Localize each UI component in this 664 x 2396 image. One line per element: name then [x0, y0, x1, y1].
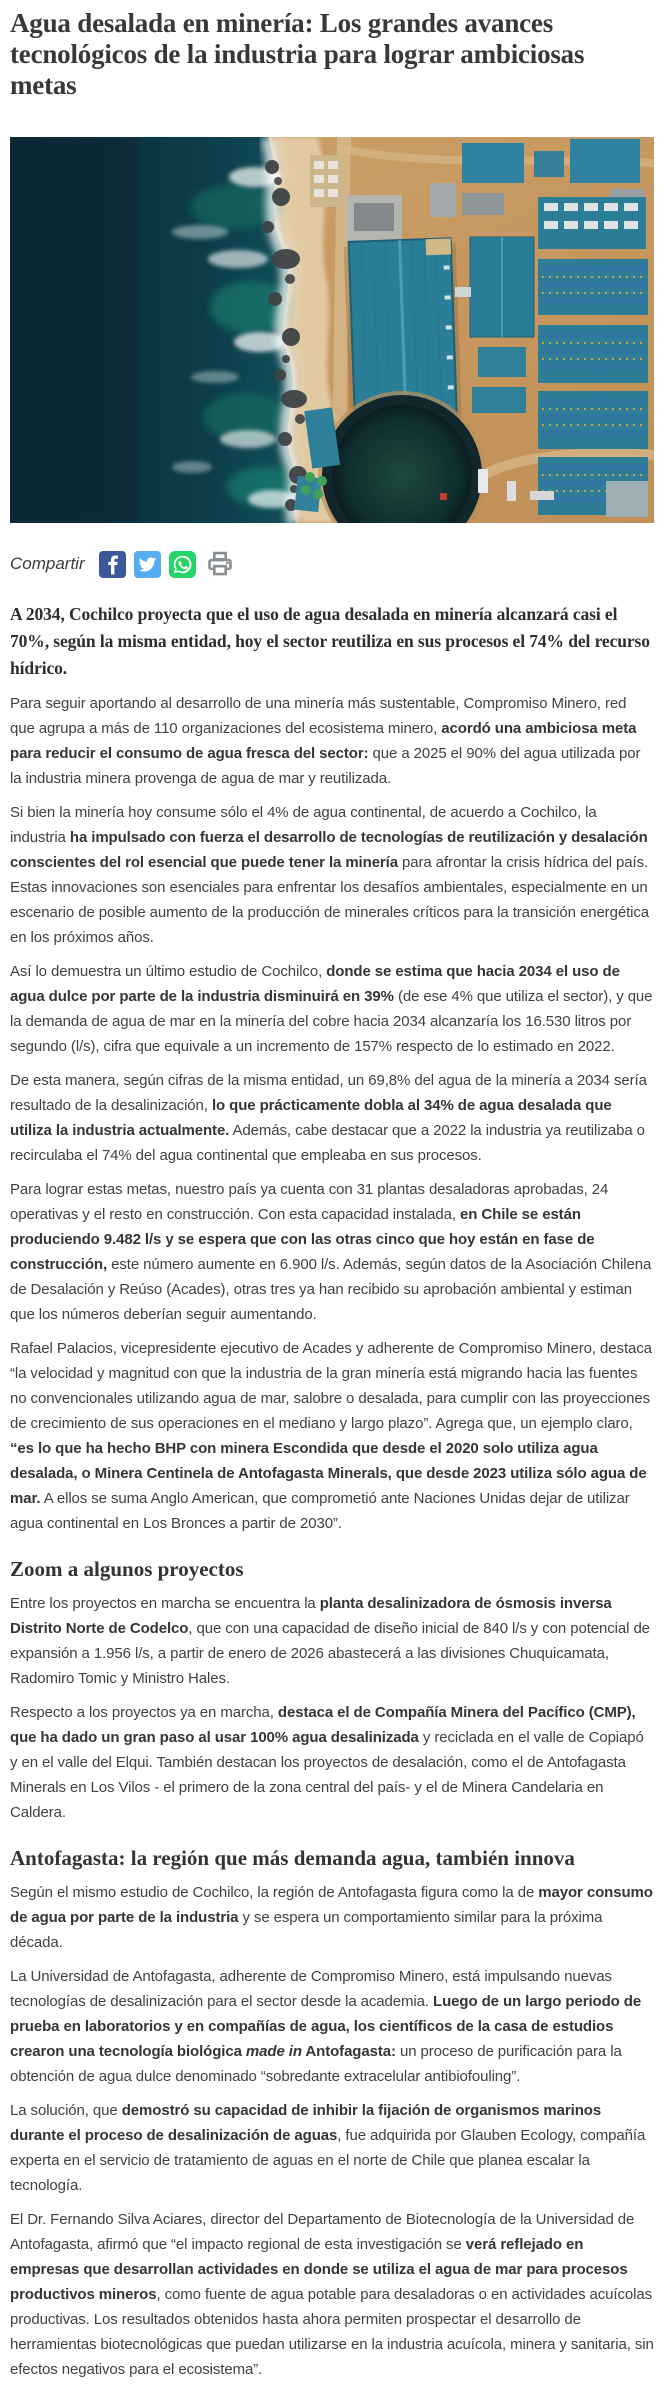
text-run: Rafael Palacios, vicepresidente ejecutivo de Acades y adherente de Compromiso Minero, destaca “la velocidad y magnitud con que la industria de la gran minería está migrando hacia las fuentes no convencionales utilizando agua de mar, salobre o desalada, para cumplir con las proyecciones de crecimiento de sus operaciones en el mediano y largo plazo”. Agrega que, un ejemplo claro,: [10, 1340, 652, 1432]
text-run: Así lo demuestra un último estudio de Cochilco,: [10, 963, 327, 980]
paragraph: [10, 691, 654, 791]
paragraph: [10, 1700, 654, 1825]
share-bar: [10, 549, 654, 579]
share-label: Compartir: [10, 554, 85, 573]
twitter-icon: [138, 555, 157, 574]
text-run: en Chile se están produciendo 9.482 l/s y se espera que con las otras cinco que hoy están en fase de construcción,: [10, 1206, 595, 1273]
text-run: Luego de un largo periodo de prueba en laboratorios y en compañías de agua, los científicos de la casa de estudios crearon una tecnología biológica: [10, 1993, 642, 2060]
text-run: made in: [245, 2043, 302, 2060]
share-print-button[interactable]: [204, 549, 236, 579]
text-run: La Universidad de Antofagasta, adherente de Compromiso Minero, está impulsando nuevas tecnologías de desalinización para el sector desde la academia.: [10, 1968, 612, 2010]
text-run: Además, cabe destacar que a 2022 la industria ya reutilizaba o recirculaba el 74% del agua continental que empleaba en sus procesos.: [10, 1122, 645, 1164]
text-run: y reciclada en el valle de Copiapó y en el valle del Elqui. También destacan los proyectos de desalación, como el de Antofagasta Minerals en Los Vilos - el primero de la zona central del país- y el de Minera Candelaria en Caldera.: [10, 1729, 644, 1821]
paragraph: [10, 1880, 654, 1955]
text-run: demostró su capacidad de inhibir la fijación de organismos marinos durante el proceso de desalinización de aguas: [10, 2102, 602, 2144]
text-run: un proceso de purificación para la obtención de agua dulce denominado “sobredante extracelular antibiofouling”.: [10, 2043, 622, 2085]
text-run: Si bien la minería hoy consume sólo el 4% de agua continental, de acuerdo a Cochilco, la industria: [10, 804, 597, 846]
article-body: [10, 601, 654, 2382]
article-content: [0, 8, 664, 2396]
text-run: (de ese 4% que utiliza el sector), y que la demanda de agua de mar en la minería del cobre hacia 2034 alcanzaría los 16.530 litros por segundo (l/s), cifra que equivale a un incremento de 157% respecto de lo estimado en 2022.: [10, 988, 653, 1055]
text-run: destaca el de Compañía Minera del Pacífico (CMP), que ha dado un gran paso al usar 100% agua desalinizada: [10, 1704, 636, 1746]
share-twitter-button[interactable]: [134, 551, 161, 578]
text-run: mayor consumo de agua por parte de la industria: [10, 1884, 653, 1926]
text-run: Según el mismo estudio de Cochilco, la región de Antofagasta figura como la de: [10, 1884, 539, 1901]
text-run: A 2034, Cochilco proyecta que el uso de agua desalada en minería alcanzará casi el 70%, según la misma entidad, hoy el sector reutiliza en sus procesos el 74% del recurso hídrico.: [10, 604, 650, 678]
section-heading: Antofagasta: la región que más demanda agua, también innova: [10, 1846, 575, 1870]
facebook-icon: [99, 551, 126, 578]
text-run: Para seguir aportando al desarrollo de una minería más sustentable, Compromiso Minero, red que agrupa a más de 110 organizaciones del ecosistema minero,: [10, 695, 627, 737]
text-run: para afrontar la crisis hídrica del país. Estas innovaciones son esenciales para enfrentar los desafíos ambientales, especialmente en un escenario de posible aumento de la producción de minerales críticos para la transición energética en los próximos años.: [10, 854, 650, 946]
text-run: lo que prácticamente dobla al 34% de agua desalada que utiliza la industria actualmente.: [10, 1097, 612, 1139]
text-run: y se espera un comportamiento similar para la próxima década.: [10, 1909, 603, 1951]
text-run: De esta manera, según cifras de la misma entidad, un 69,8% del agua de la minería a 2034 sería resultado de la desalinización,: [10, 1072, 647, 1114]
text-run: Entre los proyectos en marcha se encuentra la: [10, 1595, 320, 1612]
paragraph: [10, 800, 654, 950]
paragraph: [10, 959, 654, 1059]
text-run: este número aumente en 6.900 l/s. Además, según datos de la Asociación Chilena de Desalación y Reúso (Acades), otras tres ya han recibido su aprobación ambiental y estiman que los números deberían seguir aumentando.: [10, 1256, 652, 1323]
share-whatsapp-button[interactable]: [169, 551, 196, 578]
printer-icon: [205, 550, 235, 578]
paragraph: [10, 1336, 654, 1536]
paragraph: [10, 1177, 654, 1327]
page-title: Agua desalada en minería: Los grandes avances tecnológicos de la industria para lograr ambiciosas metas: [10, 8, 585, 100]
text-run: A ellos se suma Anglo American, que comprometió ante Naciones Unidas dejar de utilizar agua continental en Los Bronces a partir de 2030”.: [10, 1490, 630, 1532]
lead-paragraph: [10, 601, 654, 682]
text-run: verá reflejado en empresas que desarrollan actividades en donde se utiliza el agua de mar para procesos productivos mineros: [10, 2236, 628, 2303]
text-run: , fue adquirida por Glauben Ecology, compañía experta en el servicio de tratamiento de aguas en el norte de Chile que planea escalar la tecnología.: [10, 2127, 646, 2194]
section-heading: Zoom a algunos proyectos: [10, 1557, 244, 1581]
text-run: , que con una capacidad de diseño inicial de 840 l/s y con potencial de expansión a 1.956 l/s, a partir de enero de 2026 abastecerá a las divisiones Chuquicamata, Radomiro Tomic y Ministro Hales.: [10, 1620, 650, 1687]
text-run: acordó una ambiciosa meta para reducir el consumo de agua fresca del sector:: [10, 720, 637, 762]
text-run: que a 2025 el 90% del agua utilizada por la industria minera provenga de agua de mar y reutilizada.: [10, 745, 641, 787]
paragraph: [10, 1964, 654, 2089]
share-facebook-button[interactable]: [99, 551, 126, 578]
text-run: El Dr. Fernando Silva Aciares, director del Departamento de Biotecnología de la Universidad de Antofagasta, afirmó que “el impacto regional de esta investigación se: [10, 2211, 635, 2253]
text-run: “es lo que ha hecho BHP con minera Escondida que desde el 2020 solo utiliza agua desalada, o Minera Centinela de Antofagasta Minerals, que desde 2023 utiliza sólo agua de mar.: [10, 1440, 647, 1507]
paragraph: [10, 2207, 654, 2382]
text-run: Respecto a los proyectos ya en marcha,: [10, 1704, 278, 1721]
desalination-plant-aerial-photo: [10, 137, 654, 523]
text-run: donde se estima que hacia 2034 el uso de agua dulce por parte de la industria disminuirá en 39%: [10, 963, 620, 1005]
text-run: ha impulsado con fuerza el desarrollo de tecnologías de reutilización y desalación conscientes del rol esencial que puede tener la minería: [10, 829, 648, 871]
paragraph: [10, 1068, 654, 1168]
text-run: Para lograr estas metas, nuestro país ya cuenta con 31 plantas desaladoras aprobadas, 24 operativas y el resto en construcción. Con esta capacidad instalada,: [10, 1181, 609, 1223]
text-run: planta desalinizadora de ósmosis inversa Distrito Norte de Codelco: [10, 1595, 612, 1637]
hero-image: [10, 137, 654, 523]
text-run: La solución, que: [10, 2102, 122, 2119]
whatsapp-icon: [172, 554, 193, 575]
text-run: Antofagasta:: [301, 2043, 396, 2060]
text-run: , como fuente de agua potable para desaladoras o en actividades acuícolas productivas. Los resultados obtenidos hasta ahora permiten prospectar el desarrollo de herramientas biotecnológicas que puedan utilizarse en la industria acuícola, minera y sanitaria, sin efectos negativos para el ecosistema”.: [10, 2286, 654, 2378]
paragraph: [10, 1591, 654, 1691]
paragraph: [10, 2098, 654, 2198]
